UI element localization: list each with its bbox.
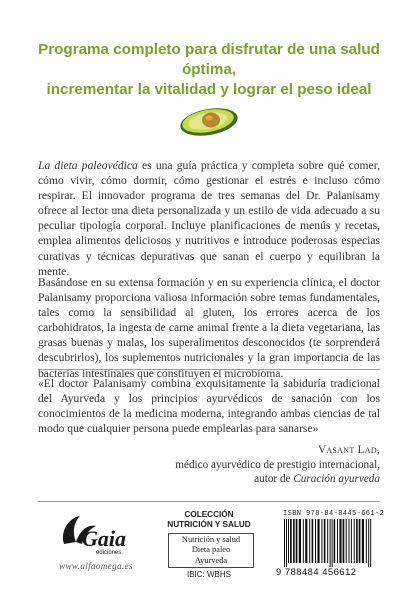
- svg-text:ediciones: ediciones: [96, 550, 122, 556]
- back-cover-headline: [18, 40, 400, 100]
- quote-author-book: autor de Curación ayurveda: [254, 473, 380, 486]
- collection-tag: Dieta paleo: [191, 545, 231, 555]
- quote-top-divider: [38, 369, 380, 370]
- collection-tag: Nutrición y salud: [181, 535, 241, 544]
- publisher-website: www.alfaomega.es: [59, 561, 133, 571]
- book-title-italic: La dieta paleovédica: [38, 159, 138, 172]
- barcode: [282, 519, 386, 567]
- avocado-illustration: [178, 104, 240, 138]
- headline-line-1: Programa completo para disfrutar de una salud óptima,: [38, 41, 380, 78]
- barcode-number: 9 788484 456612: [276, 566, 357, 577]
- description-paragraph-1: [38, 158, 380, 279]
- endorsement-quote: «El doctor Palanisamy combina exquisitamente la sabiduría tradicional del Ayurveda y los principios ayurvédicos de sanación con los conocimientos de la medicina moderna, integrando ambas ciencias de tal modo que cualquier persona puede emplearlas para sanarse»: [38, 377, 380, 436]
- collection-tags-box: [168, 533, 254, 568]
- collection-tag: Ayurveda: [194, 555, 228, 565]
- quote-author: Vasant Lad,: [317, 444, 380, 456]
- gaia-ediciones-logo: [58, 510, 128, 556]
- collection-heading-line-1: COLECCIÓN: [184, 510, 234, 519]
- description-paragraph-1-text: es una guía práctica y completa sobre qué comer, cómo vivir, cómo dormir, cómo gestionar el estrés e incluso cómo respirar. El innovador programa de tres semanas del Dr. Palanisamy ofrece al lector una dieta personalizada y un estilo de vida adecuado a su peculiar tipología corporal. Incluye planificaciones de menús y recetas, emplea alimentos deliciosos y nutritivos e introduce poderosas especias curativas y técnicas depurativas que sanan el cuerpo y equilibran la mente.: [38, 159, 380, 278]
- quote-author-role: médico ayurvédico de prestigio internacional,: [175, 458, 380, 471]
- collection-heading: [164, 510, 254, 530]
- headline-line-2: incrementar la vitalidad y lograr el peso ideal: [46, 81, 372, 98]
- description-paragraph-2: Basándose en su extensa formación y en su experiencia clínica, el doctor Palanisamy proporciona valiosa información sobre temas fundamentales, tales como la sensibilidad al gluten, los errores acerca de los carbohidratos, la ingesta de carne animal frente a la dieta vegetariana, las grasas buenas y malas, los superalimentos desconocidos (te sorprenderá descubrirlos), los suplementos nutricionales y la gran importancia de las bacterias intestinales que constituyen el microbioma.: [38, 276, 380, 380]
- quote-bottom-divider: [38, 501, 380, 502]
- quote-attribution: [60, 443, 380, 487]
- collection-heading-line-2: NUTRICIÓN Y SALUD: [167, 520, 251, 529]
- isbn-label: ISBN 978-84-8445-661-2: [283, 510, 385, 518]
- svg-text:Gaia: Gaia: [82, 526, 126, 551]
- ibic-code: IBIC: WBHS: [186, 570, 231, 579]
